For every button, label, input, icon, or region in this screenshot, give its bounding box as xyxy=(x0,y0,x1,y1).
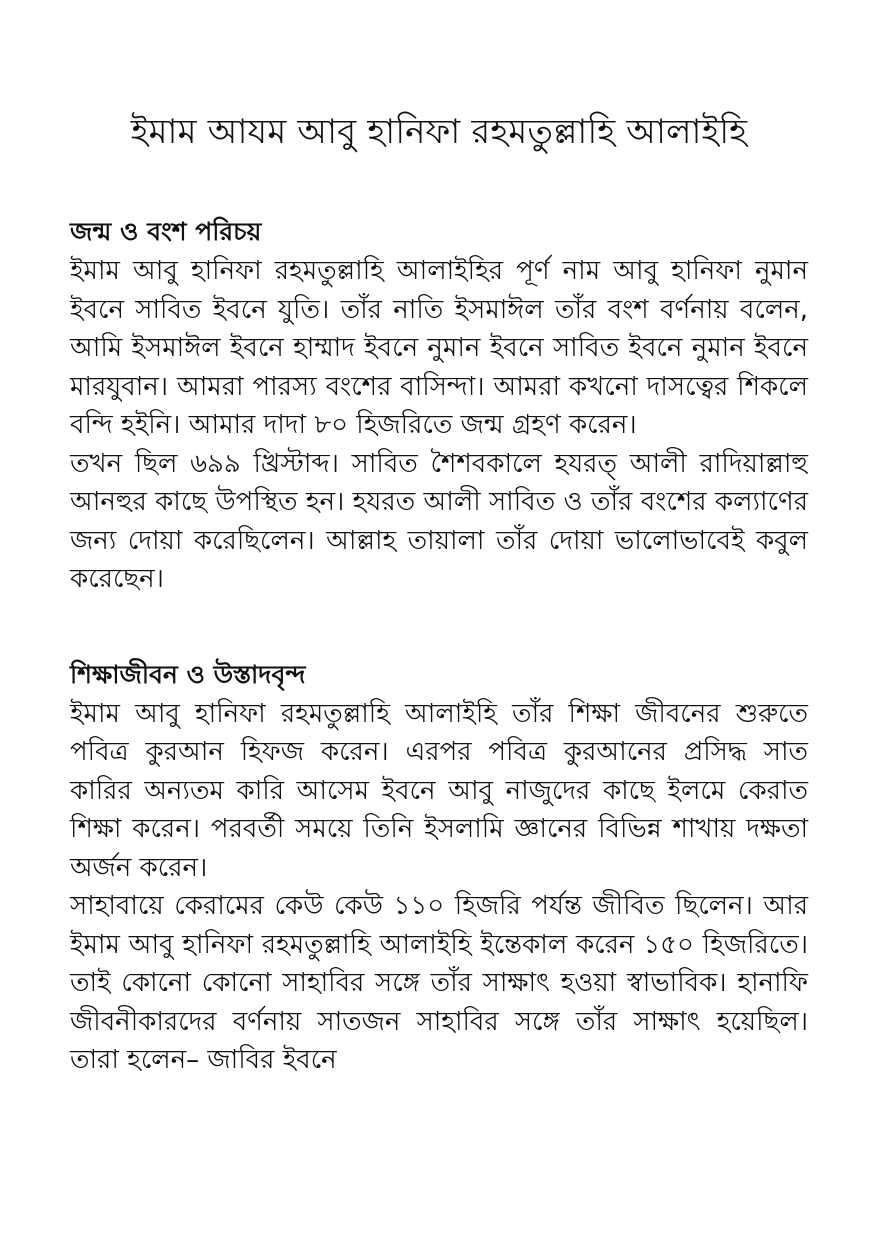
section-birth-lineage xyxy=(70,212,808,599)
paragraph: তখন ছিল ৬৯৯ খ্রিস্টাব্দ। সাবিত শৈশবকালে হযরত্ আলী রাদিয়াল্লাহু আনহুর কাছে উপস্থিত হন। হযরত আলী সাবিত ও তাঁর বংশের কল্যাণের জন্য দোয়া করেছিলেন। আল্লাহ তায়ালা তাঁর দোয়া ভালোভাবেই কবুল করেছেন। xyxy=(70,448,808,594)
paragraph: ইমাম আবু হানিফা রহমতুল্লাহি আলাইহি তাঁর শিক্ষা জীবনের শুরুতে পবিত্র কুরআন হিফজ করেন। এরপর পবিত্র কুরআনের প্রসিদ্ধ সাত কারির অন্যতম কারি আসেম ইবনে আবু নাজুদের কাছে ইলমে কেরাত শিক্ষা করেন। পরবর্তী সময়ে তিনি ইসলামি জ্ঞানের বিভিন্ন শাখায় দক্ষতা অর্জন করেন। xyxy=(70,698,808,883)
section-education-teachers xyxy=(70,655,808,1080)
section-heading: জন্ম ও বংশ পরিচয় xyxy=(70,217,262,246)
paragraph: সাহাবায়ে কেরামের কেউ কেউ ১১০ হিজরি পর্যন্ত জীবিত ছিলেন। আর ইমাম আবু হানিফা রহমতুল্লাহি আলাইহি ইন্তেকাল করেন ১৫০ হিজরিতে। তাই কোনো কোনো সাহাবির সঙ্গে তাঁর সাক্ষাৎ হওয়া স্বাভাবিক। হানাফি জীবনীকারদের বর্ণনায় সাতজন সাহাবির সঙ্গে তাঁর সাক্ষাৎ হয়েছিল। তারা হলেন– জাবির ইবনে xyxy=(70,891,808,1075)
page-title: ইমাম আযম আবু হানিফা রহমতুল্লাহি আলাইহি xyxy=(130,112,748,152)
paragraph: ইমাম আবু হানিফা রহমতুল্লাহি আলাইহির পূর্ণ নাম আবু হানিফা নুমান ইবনে সাবিত ইবনে যুতি। তাঁর নাতি ইসমাঈল তাঁর বংশ বর্ণনায় বলেন, আমি ইসমাঈল ইবনে হাম্মাদ ইবনে নুমান ইবনে সাবিত ইবনে নুমান ইবনে মারযুবান। আমরা পারস্য বংশের বাসিন্দা। আমরা কখনো দাসত্বের শিকলে বন্দি হইনি। আমার দাদা ৮০ হিজরিতে জন্ম গ্রহণ করেন। xyxy=(70,256,808,440)
section-heading: শিক্ষাজীবন ও উস্তাদবৃন্দ xyxy=(70,659,306,689)
